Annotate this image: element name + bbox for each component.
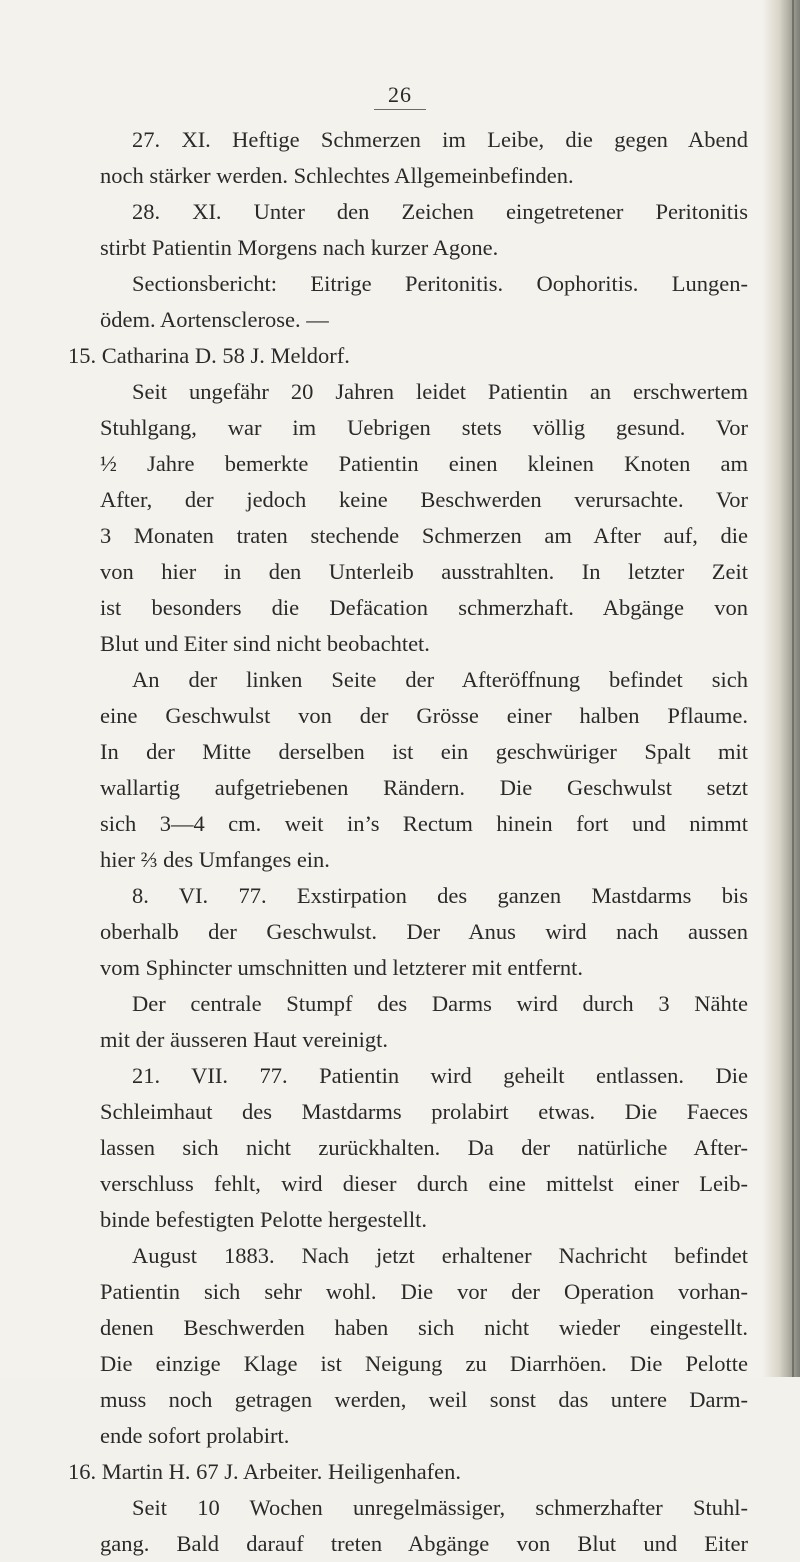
text-line: Blut und Eiter sind nicht beobachtet. xyxy=(100,631,430,656)
text-line: stirbt Patientin Morgens nach kurzer Agone. xyxy=(100,235,499,260)
text-line: 16. Martin H. 67 J. Arbeiter. Heiligenhafen. xyxy=(68,1459,462,1484)
text-line: 8. VI. 77. Exstirpation des ganzen Mastdarms bis xyxy=(132,883,748,908)
text-line: Sectionsbericht: Eitrige Peritonitis. Oophoritis. Lungen- xyxy=(132,271,748,296)
text-line: Patientin sich sehr wohl. Die vor der Operation vorhan- xyxy=(100,1279,748,1304)
text-line: ende sofort prolabirt. xyxy=(100,1423,290,1448)
page-edge-shadow xyxy=(762,0,800,1377)
text-line: vom Sphincter umschnitten und letzterer mit entfernt. xyxy=(100,955,583,980)
text-line: von hier in den Unterleib ausstrahlten. In letzter Zeit xyxy=(100,559,748,584)
text-line: Schleimhaut des Mastdarms prolabirt etwas. Die Faeces xyxy=(100,1099,748,1124)
text-line: 27. XI. Heftige Schmerzen im Leibe, die gegen Abend xyxy=(132,127,748,152)
text-line: gang. Bald darauf treten Abgänge von Blut und Eiter xyxy=(100,1531,748,1556)
text-line: Seit ungefähr 20 Jahren leidet Patientin an erschwertem xyxy=(132,379,748,404)
page-number: 26 xyxy=(0,82,800,108)
text-line: 15. Catharina D. 58 J. Meldorf. xyxy=(68,343,350,368)
text-line: In der Mitte derselben ist ein geschwüriger Spalt mit xyxy=(100,739,748,764)
text-line: August 1883. Nach jetzt erhaltener Nachricht befindet xyxy=(132,1243,748,1268)
text-line: After, der jedoch keine Beschwerden verursachte. Vor xyxy=(100,487,748,512)
page-edge-line xyxy=(792,0,794,1377)
text-line: ödem. Aortensclerose. — xyxy=(100,307,329,332)
text-line: Die einzige Klage ist Neigung zu Diarrhöen. Die Pelotte xyxy=(100,1351,748,1376)
text-line: Seit 10 Wochen unregelmässiger, schmerzhafter Stuhl- xyxy=(132,1495,748,1520)
text-line: eine Geschwulst von der Grösse einer halben Pflaume. xyxy=(100,703,748,728)
text-line: Stuhlgang, war im Uebrigen stets völlig gesund. Vor xyxy=(100,415,748,440)
text-line: 28. XI. Unter den Zeichen eingetretener Peritonitis xyxy=(132,199,748,224)
text-line: wallartig aufgetriebenen Rändern. Die Geschwulst setzt xyxy=(100,775,748,800)
text-line: An der linken Seite der Afteröffnung befindet sich xyxy=(132,667,748,692)
text-line: oberhalb der Geschwulst. Der Anus wird nach aussen xyxy=(100,919,748,944)
text-line: mit der äusseren Haut vereinigt. xyxy=(100,1027,389,1052)
text-line: sich 3—4 cm. weit in’s Rectum hinein fort und nimmt xyxy=(100,811,748,836)
text-line: 21. VII. 77. Patientin wird geheilt entlassen. Die xyxy=(132,1063,748,1088)
text-line: binde befestigten Pelotte hergestellt. xyxy=(100,1207,427,1232)
text-line: denen Beschwerden haben sich nicht wieder eingestellt. xyxy=(100,1315,748,1340)
text-line: verschluss fehlt, wird dieser durch eine mittelst einer Leib- xyxy=(100,1171,748,1196)
text-line: Der centrale Stumpf des Darms wird durch 3 Nähte xyxy=(132,991,748,1016)
text-line: ½ Jahre bemerkte Patientin einen kleinen Knoten am xyxy=(100,451,748,476)
text-line: 3 Monaten traten stechende Schmerzen am After auf, die xyxy=(100,523,748,548)
text-line: noch stärker werden. Schlechtes Allgemeinbefinden. xyxy=(100,163,574,188)
page-body-text xyxy=(68,122,748,1562)
text-line: hier ⅔ des Umfanges ein. xyxy=(100,847,330,872)
text-line: lassen sich nicht zurückhalten. Da der natürliche After- xyxy=(100,1135,748,1160)
text-line: ist besonders die Defäcation schmerzhaft. Abgänge von xyxy=(100,595,748,620)
text-line: muss noch getragen werden, weil sonst das untere Darm- xyxy=(100,1387,748,1412)
